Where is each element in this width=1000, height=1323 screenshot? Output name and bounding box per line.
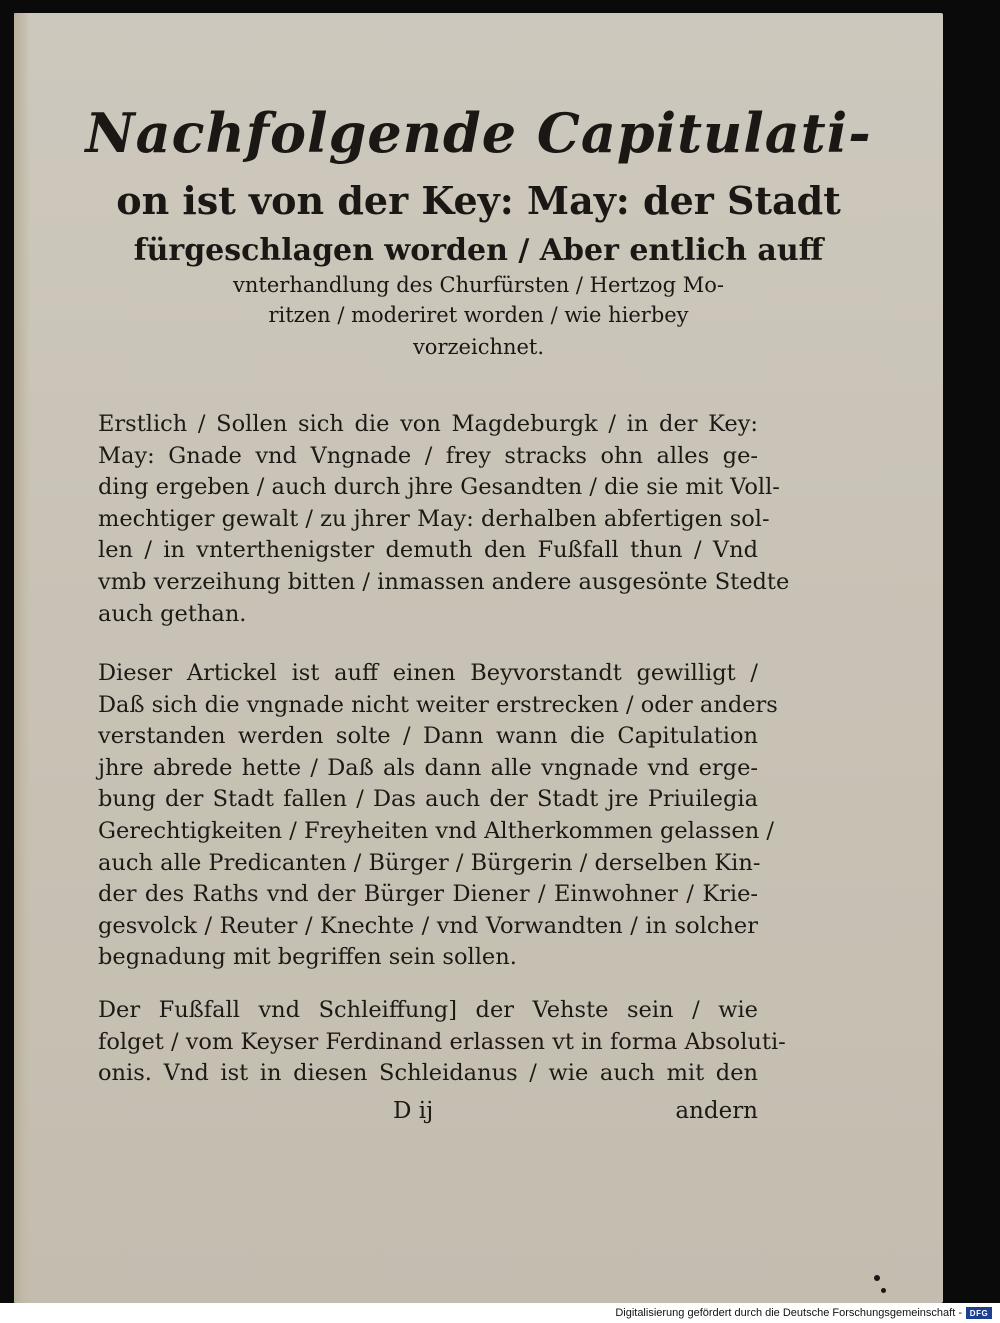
text-line: begnadung mit begriffen sein sollen. xyxy=(98,944,517,971)
catchword: andern xyxy=(675,1098,758,1124)
book-page xyxy=(14,13,943,1303)
text-line: bung der Stadt fallen / Das auch der Stadt jre Priuilegia xyxy=(98,786,758,813)
text-line: gesvolck / Reuter / Knechte / vnd Vorwandten / in solcher xyxy=(98,912,758,939)
text-line: der des Raths vnd der Bürger Diener / Einwohner / Krie- xyxy=(98,881,758,908)
text-line: onis. Vnd ist in diesen Schleidanus / wie auch mit den xyxy=(98,1060,758,1087)
title-line-1: Nachfolgende Capitulati- xyxy=(85,101,872,165)
dfg-logo-icon: DFG xyxy=(966,1307,992,1319)
text-line: Der Fußfall vnd Schleiffung] der Vehste sein / wie xyxy=(98,997,758,1023)
text-line: auch alle Predicanten / Bürger / Bürgerin / derselben Kin- xyxy=(98,849,761,876)
page-bottom-marks xyxy=(98,1095,758,1127)
ink-spot xyxy=(881,1288,886,1293)
text-line: May: Gnade vnd Vngnade / frey stracks ohn alles ge- xyxy=(98,442,758,469)
title-line-2: on ist von der Key: May: der Stadt xyxy=(116,178,841,223)
text-line: verstanden werden solte / Dann wann die Capitulation xyxy=(98,723,758,750)
paragraph-article-consent xyxy=(98,658,778,974)
title-line-3: fürgeschlagen worden / Aber entlich auff xyxy=(133,233,824,268)
text-line: Daß sich die vngnade nicht weiter erstrecken / oder anders xyxy=(98,691,778,718)
title-line-5: ritzen / moderiret worden / wie hierbey xyxy=(268,303,689,327)
text-line: auch gethan. xyxy=(98,600,247,627)
text-line: len / in vnterthenigster demuth den Fußfall thun / Vnd xyxy=(98,537,758,564)
text-line: vmb verzeihung bitten / inmassen andere ausgesönte Stedte xyxy=(98,568,790,595)
text-line: Dieser Artickel ist auff einen Beyvorstandt gewilligt / xyxy=(98,660,758,686)
title-line-4: vnterhandlung des Churfürsten / Hertzog Mo- xyxy=(233,273,724,297)
text-line: Erstlich / Sollen sich die von Magdeburgk / in der Key: xyxy=(98,411,758,437)
text-line: mechtiger gewalt / zu jhrer May: derhalben abfertigen sol- xyxy=(98,505,770,532)
signature-mark: D ij xyxy=(393,1098,434,1124)
text-line: jhre abrede hette / Daß als dann alle vngnade vnd erge- xyxy=(98,754,758,781)
ink-spot xyxy=(874,1275,880,1281)
text-line: folget / vom Keyser Ferdinand erlassen vt in forma Absoluti- xyxy=(98,1028,786,1055)
text-line: Gerechtigkeiten / Freyheiten vnd Altherkommen gelassen / xyxy=(98,817,774,844)
footer-credit: Digitalisierung gefördert durch die Deutsche Forschungsgemeinschaft - xyxy=(615,1307,962,1319)
footer-bar xyxy=(0,1303,1000,1323)
paragraph-fussfall xyxy=(98,995,786,1090)
title-line-6: vorzeichnet. xyxy=(412,335,545,359)
text-line: ding ergeben / auch durch jhre Gesandten / die sie mit Voll- xyxy=(98,474,780,501)
paragraph-first-article xyxy=(98,409,790,630)
